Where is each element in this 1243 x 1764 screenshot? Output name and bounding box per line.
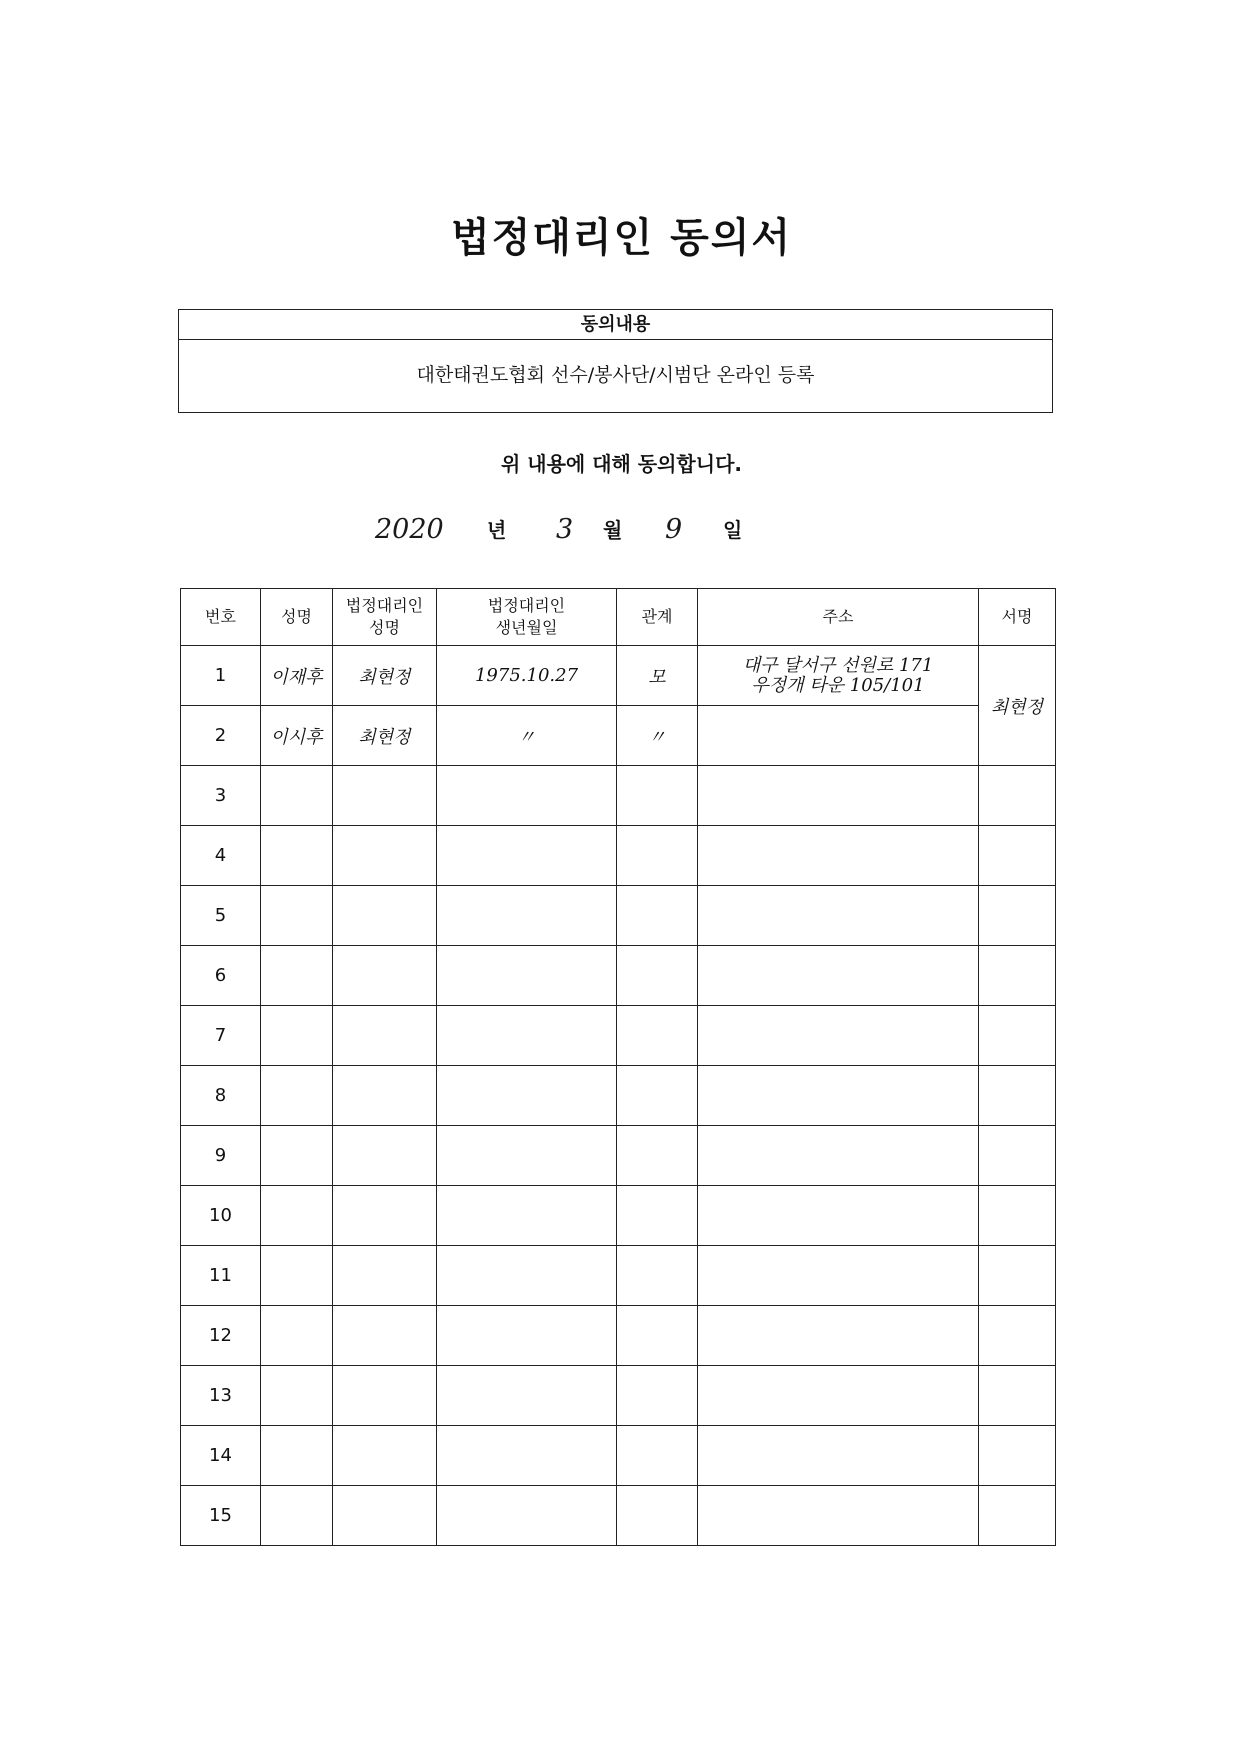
cell-signature — [979, 1126, 1056, 1186]
cell-name — [261, 1306, 333, 1366]
col-header-signature: 서명 — [979, 589, 1056, 646]
cell-signature — [979, 1246, 1056, 1306]
table-row — [181, 766, 1056, 826]
cell-address — [698, 886, 979, 946]
table-row — [181, 826, 1056, 886]
col-header-guardian-birth-line1: 법정대리인 — [487, 596, 566, 615]
table-row — [181, 1486, 1056, 1546]
cell-address — [698, 766, 979, 826]
cell-signature — [979, 1486, 1056, 1546]
col-header-guardian-birth — [437, 589, 617, 646]
date-month-unit: 월 — [603, 518, 623, 542]
date-day: 9 — [665, 514, 683, 545]
date-row — [0, 514, 1243, 554]
table-row — [181, 1306, 1056, 1366]
consent-body: 대한태권도협회 선수/봉사단/시범단 온라인 등록 — [416, 364, 815, 386]
cell-no: 2 — [181, 706, 261, 766]
cell-address — [698, 1066, 979, 1126]
table-row — [181, 1186, 1056, 1246]
cell-guardian-birth: 〃 — [437, 706, 617, 766]
cell-name — [261, 766, 333, 826]
cell-signature — [979, 826, 1056, 886]
cell-relation — [617, 1186, 698, 1246]
cell-name — [261, 1246, 333, 1306]
cell-address — [698, 1486, 979, 1546]
date-year-unit: 년 — [487, 518, 507, 542]
cell-relation — [617, 1066, 698, 1126]
table-row — [181, 886, 1056, 946]
cell-no: 6 — [181, 946, 261, 1006]
cell-guardian-birth — [437, 1246, 617, 1306]
cell-relation — [617, 1486, 698, 1546]
cell-guardian-birth — [437, 1186, 617, 1246]
agree-statement: 위 내용에 대해 동의합니다. — [500, 452, 742, 476]
cell-no: 10 — [181, 1186, 261, 1246]
table-row — [181, 706, 1056, 766]
date-month: 3 — [556, 514, 574, 545]
cell-guardian-birth — [437, 1366, 617, 1426]
cell-address — [698, 946, 979, 1006]
cell-signature — [979, 1366, 1056, 1426]
cell-guardian-name — [333, 946, 437, 1006]
cell-name: 이시후 — [261, 706, 333, 766]
cell-guardian-name: 최현정 — [333, 706, 437, 766]
cell-signature — [979, 1066, 1056, 1126]
cell-name — [261, 1186, 333, 1246]
cell-no: 8 — [181, 1066, 261, 1126]
consent-box — [178, 309, 1053, 413]
table-row — [181, 946, 1056, 1006]
cell-guardian-birth — [437, 1486, 617, 1546]
cell-no: 3 — [181, 766, 261, 826]
cell-no: 7 — [181, 1006, 261, 1066]
cell-guardian-birth — [437, 1006, 617, 1066]
guardian-table — [180, 588, 1056, 1546]
cell-guardian-name — [333, 1126, 437, 1186]
cell-guardian-name — [333, 1306, 437, 1366]
cell-guardian-birth — [437, 1426, 617, 1486]
cell-address — [698, 1306, 979, 1366]
cell-relation — [617, 1006, 698, 1066]
cell-name — [261, 1486, 333, 1546]
cell-guardian-name — [333, 1006, 437, 1066]
cell-no: 1 — [181, 646, 261, 706]
cell-signature — [979, 766, 1056, 826]
col-header-guardian-name-line1: 법정대리인 — [345, 596, 424, 615]
cell-address — [698, 1246, 979, 1306]
cell-guardian-name — [333, 1066, 437, 1126]
cell-guardian-birth — [437, 1306, 617, 1366]
cell-relation — [617, 946, 698, 1006]
cell-guardian-name — [333, 1366, 437, 1426]
cell-name: 이재후 — [261, 646, 333, 706]
cell-relation — [617, 1306, 698, 1366]
cell-signature — [979, 886, 1056, 946]
cell-address — [698, 826, 979, 886]
cell-no: 12 — [181, 1306, 261, 1366]
cell-name — [261, 1366, 333, 1426]
cell-guardian-name — [333, 1486, 437, 1546]
cell-name — [261, 886, 333, 946]
cell-name — [261, 826, 333, 886]
cell-guardian-name: 최현정 — [333, 646, 437, 706]
cell-address — [698, 1426, 979, 1486]
date-day-unit: 일 — [723, 518, 743, 542]
cell-guardian-birth — [437, 1126, 617, 1186]
cell-address — [698, 1126, 979, 1186]
cell-address-line1: 대구 달서구 선원로 171 — [742, 654, 934, 676]
table-row — [181, 1126, 1056, 1186]
cell-signature: 최현정 — [979, 646, 1056, 766]
cell-relation — [617, 1126, 698, 1186]
col-header-address: 주소 — [698, 589, 979, 646]
cell-guardian-birth — [437, 826, 617, 886]
table-row — [181, 1366, 1056, 1426]
table-row — [181, 1006, 1056, 1066]
cell-guardian-birth — [437, 886, 617, 946]
cell-signature — [979, 1186, 1056, 1246]
cell-relation — [617, 1366, 698, 1426]
cell-guardian-name — [333, 826, 437, 886]
cell-address — [698, 1366, 979, 1426]
cell-no: 14 — [181, 1426, 261, 1486]
consent-header: 동의내용 — [179, 310, 1052, 340]
col-header-guardian-birth-line2: 생년월일 — [495, 618, 558, 637]
page-title: 법정대리인 동의서 — [450, 215, 793, 261]
table-row — [181, 1066, 1056, 1126]
col-header-guardian-name-line2: 성명 — [369, 618, 400, 637]
cell-relation — [617, 826, 698, 886]
cell-address — [698, 646, 979, 706]
cell-signature — [979, 1306, 1056, 1366]
col-header-no: 번호 — [181, 589, 261, 646]
cell-guardian-birth — [437, 946, 617, 1006]
cell-name — [261, 1006, 333, 1066]
cell-no: 15 — [181, 1486, 261, 1546]
cell-relation: 〃 — [617, 706, 698, 766]
cell-relation: 모 — [617, 646, 698, 706]
col-header-guardian-name — [333, 589, 437, 646]
date-year: 2020 — [375, 514, 444, 545]
cell-name — [261, 1066, 333, 1126]
cell-guardian-birth: 1975.10.27 — [437, 646, 617, 706]
cell-guardian-name — [333, 1246, 437, 1306]
cell-no: 13 — [181, 1366, 261, 1426]
table-row — [181, 646, 1056, 706]
cell-address — [698, 1006, 979, 1066]
cell-guardian-birth — [437, 766, 617, 826]
cell-address-line2: 우정개 타운 105/101 — [751, 674, 925, 696]
col-header-relation: 관계 — [617, 589, 698, 646]
cell-name — [261, 946, 333, 1006]
cell-no: 9 — [181, 1126, 261, 1186]
cell-relation — [617, 766, 698, 826]
cell-name — [261, 1126, 333, 1186]
cell-guardian-name — [333, 886, 437, 946]
cell-relation — [617, 886, 698, 946]
cell-guardian-name — [333, 1186, 437, 1246]
cell-signature — [979, 1006, 1056, 1066]
cell-no: 4 — [181, 826, 261, 886]
cell-relation — [617, 1246, 698, 1306]
table-row — [181, 1426, 1056, 1486]
cell-no: 5 — [181, 886, 261, 946]
table-header-row — [181, 589, 1056, 646]
col-header-name: 성명 — [261, 589, 333, 646]
cell-address — [698, 706, 979, 766]
cell-address — [698, 1186, 979, 1246]
table-row — [181, 1246, 1056, 1306]
cell-no: 11 — [181, 1246, 261, 1306]
cell-name — [261, 1426, 333, 1486]
cell-guardian-birth — [437, 1066, 617, 1126]
cell-signature — [979, 1426, 1056, 1486]
cell-relation — [617, 1426, 698, 1486]
cell-signature — [979, 946, 1056, 1006]
cell-guardian-name — [333, 1426, 437, 1486]
cell-guardian-name — [333, 766, 437, 826]
